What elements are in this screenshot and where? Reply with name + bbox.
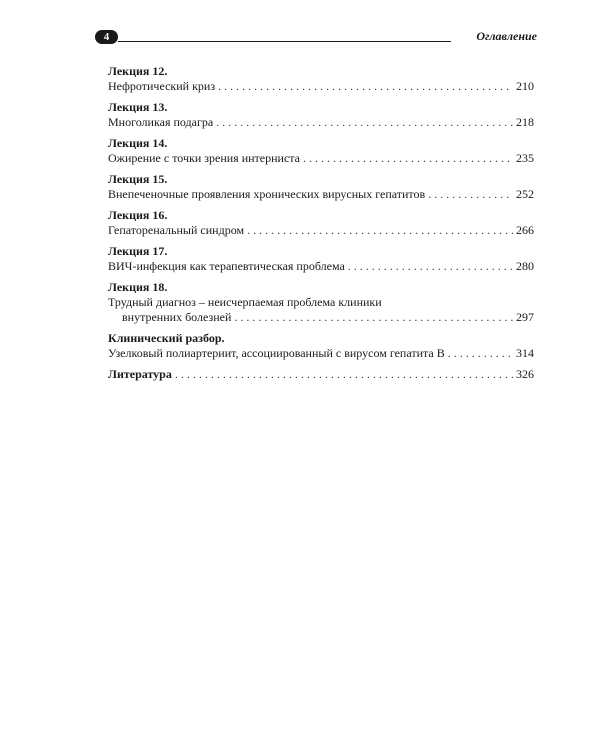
toc-entry-heading: Лекция 17.: [108, 244, 168, 258]
toc-entry-lecture-18[interactable]: [108, 280, 534, 325]
header-title: Оглавление: [476, 29, 537, 43]
leader-dots: [175, 367, 513, 382]
leader-dots: [218, 79, 513, 94]
toc-entry-title: Литература: [108, 367, 172, 381]
toc-entry-line: [108, 367, 534, 382]
toc-entry-line: [108, 115, 534, 130]
toc-entry-page: 235: [516, 151, 534, 165]
toc-entry-lecture-13[interactable]: [108, 100, 534, 130]
leader-dots: [303, 151, 513, 166]
running-header: [95, 30, 537, 46]
leader-dots: [234, 310, 513, 325]
toc-entry-heading: Клинический разбор.: [108, 331, 225, 345]
toc-entry-lecture-15[interactable]: [108, 172, 534, 202]
toc-entry-line: [108, 79, 534, 94]
toc-entry-page: 266: [516, 223, 534, 237]
toc-entry-page: 210: [516, 79, 534, 93]
toc-entry-page: 297: [516, 310, 534, 324]
toc-entry-heading: Лекция 12.: [108, 64, 168, 78]
toc-entry-lecture-17[interactable]: [108, 244, 534, 274]
toc-entry-literature[interactable]: [108, 367, 534, 382]
toc-entry-page: 314: [516, 346, 534, 360]
toc-entry-heading: Лекция 13.: [108, 100, 168, 114]
toc-entry-page: 326: [516, 367, 534, 381]
toc-entry-line: [108, 259, 534, 274]
toc-entry-page: 252: [516, 187, 534, 201]
toc-entry-title-line-1: Трудный диагноз – неисчерпаемая проблема клиники: [108, 295, 382, 309]
leader-dots: [428, 187, 513, 202]
leader-dots: [247, 223, 513, 238]
toc-entry-title: Многоликая подагра: [108, 115, 214, 129]
toc-entry-heading: Лекция 15.: [108, 172, 168, 186]
toc-entry-heading: Лекция 18.: [108, 280, 168, 294]
page-number-badge: 4: [95, 30, 118, 44]
toc-entry-heading: Лекция 16.: [108, 208, 168, 222]
toc-entry-line: [108, 187, 534, 202]
toc-entry-line: [108, 346, 534, 361]
toc-entry-page: 280: [516, 259, 534, 273]
toc-entry-clinical-case[interactable]: [108, 331, 534, 361]
toc-entry-heading: Лекция 14.: [108, 136, 168, 150]
toc-entry-lecture-16[interactable]: [108, 208, 534, 238]
toc-entry-title: ВИЧ-инфекция как терапевтическая проблема: [108, 259, 345, 273]
toc-entry-line: [108, 223, 534, 238]
toc-entry-page: 218: [516, 115, 534, 129]
toc-entry-title-line-2: внутренних болезней: [122, 310, 232, 324]
header-rule: [118, 41, 451, 42]
toc-entry-title: Ожирение с точки зрения интерниста: [108, 151, 300, 165]
toc-entry-line: [108, 151, 534, 166]
toc-entry-lecture-12[interactable]: [108, 64, 534, 94]
table-of-contents: [108, 64, 534, 388]
leader-dots: [216, 115, 513, 130]
leader-dots: [448, 346, 513, 361]
toc-entry-title: Гепаторенальный синдром: [108, 223, 245, 237]
toc-entry-title: Узелковый полиартериит, ассоциированный с вирусом гепатита В: [108, 346, 445, 360]
toc-entry-line: [108, 310, 534, 325]
leader-dots: [348, 259, 513, 274]
toc-entry-lecture-14[interactable]: [108, 136, 534, 166]
toc-entry-title: Нефротический криз: [108, 79, 216, 93]
toc-entry-title: Внепеченочные проявления хронических вирусных гепатитов: [108, 187, 426, 201]
